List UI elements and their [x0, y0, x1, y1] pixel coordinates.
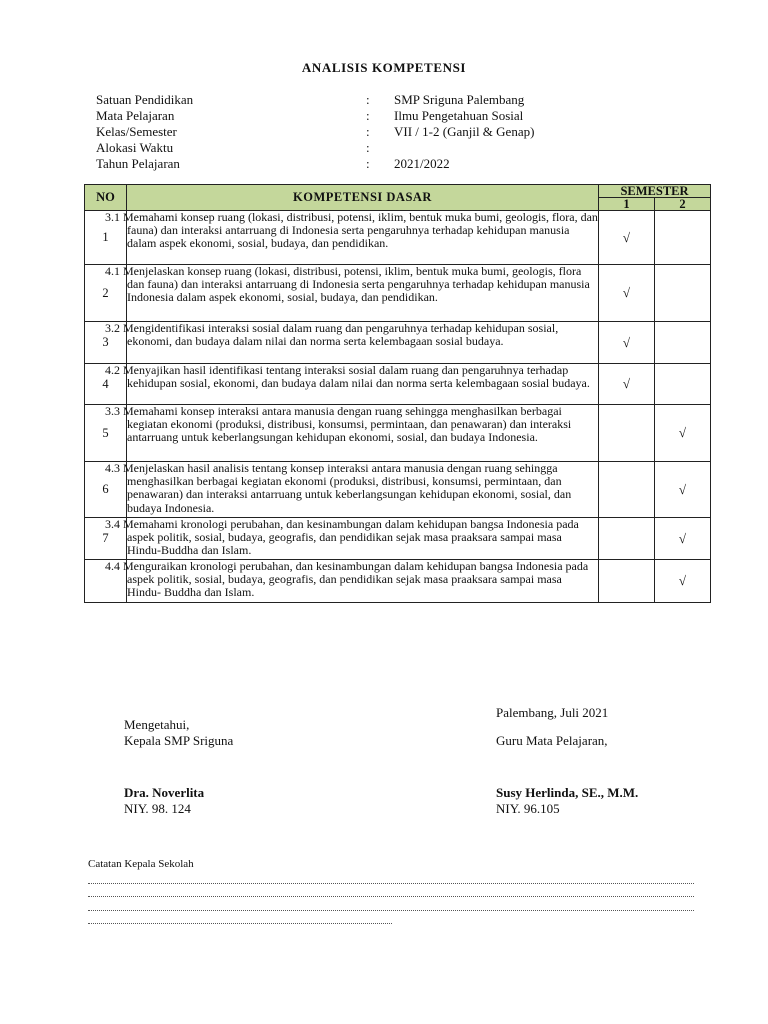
identity-block [96, 92, 696, 172]
info-value: Ilmu Pengetahuan Sosial [394, 108, 524, 123]
competency-text: 4.2 Menyajikan hasil identifikasi tentang interaksi sosial dalam ruang dan pengaruhnya terhadap kehidupan sosial, ekonomi, dan budaya dalam nilai dan norma serta kelembagaan sosial budaya. [127, 364, 599, 405]
table-row [85, 560, 711, 603]
header-semester-2: 2 [655, 198, 711, 211]
place-date: Palembang, Juli 2021 [496, 705, 609, 720]
semester-2-check [655, 364, 711, 405]
header-kompetensi-dasar: KOMPETENSI DASAR [127, 185, 599, 211]
notes-line [88, 910, 694, 911]
competency-text: 4.1 Menjelaskan konsep ruang (lokasi, distribusi, potensi, iklim, bentuk muka bumi, geologis, flora dan fauna) dan interaksi antarruang di Indonesia serta pengaruhnya terhadap kehidupan manusia Indonesia dalam aspek ekonomi, sosial, budaya, dan pendidikan. [127, 265, 599, 322]
info-colon: : [366, 108, 370, 123]
info-value: VII / 1-2 (Ganjil & Genap) [394, 124, 535, 139]
notes-line [88, 896, 694, 897]
header-no: NO [85, 185, 127, 211]
teacher-niy: NIY. 96.105 [496, 801, 560, 816]
semester-2-check: √ [655, 518, 711, 560]
info-row-mata-pelajaran [96, 108, 696, 124]
semester-1-check [599, 518, 655, 560]
table-row [85, 322, 711, 364]
acknowledged-label: Mengetahui, [124, 717, 190, 732]
notes-label: Catatan Kepala Sekolah [88, 858, 194, 870]
row-number: 4 [85, 364, 127, 405]
semester-2-check: √ [655, 560, 711, 603]
principal-name: Dra. Noverlita [124, 785, 205, 800]
info-row-alokasi-waktu [96, 140, 696, 156]
info-label: Satuan Pendidikan [96, 92, 194, 107]
info-label: Tahun Pelajaran [96, 156, 180, 171]
info-colon: : [366, 124, 370, 139]
competency-text: 3.1 Memahami konsep ruang (lokasi, distribusi, potensi, iklim, bentuk muka bumi, geologis, flora, dan fauna) dan interaksi antarruang di Indonesia serta pengaruhnya terhadap kehidupan manusia dalam aspek ekonomi, sosial, budaya, dan pendidikan. [127, 211, 599, 265]
semester-2-check [655, 265, 711, 322]
semester-1-check: √ [599, 265, 655, 322]
table-row [85, 265, 711, 322]
header-semester-1: 1 [599, 198, 655, 211]
principal-title: Kepala SMP Sriguna [124, 733, 234, 748]
competency-text: 3.3 Memahami konsep interaksi antara manusia dengan ruang sehingga menghasilkan berbagai kegiatan ekonomi (produksi, distribusi, konsumsi, permintaan, dan penawaran) dan interaksi antarruang untuk keberlangsungan kehidupan ekonomi, sosial, dan budaya Indonesia. [127, 405, 599, 462]
semester-2-check: √ [655, 405, 711, 462]
signature-left [124, 717, 233, 749]
table-row [85, 364, 711, 405]
semester-2-check: √ [655, 462, 711, 518]
info-label: Mata Pelajaran [96, 108, 175, 123]
info-value: 2021/2022 [394, 156, 450, 171]
semester-1-check [599, 560, 655, 603]
semester-2-check [655, 211, 711, 265]
info-colon: : [366, 92, 370, 107]
notes-line [88, 923, 392, 924]
semester-2-check [655, 322, 711, 364]
table-row [85, 462, 711, 518]
table-row [85, 405, 711, 462]
info-colon: : [366, 140, 370, 155]
principal-niy: NIY. 98. 124 [124, 801, 191, 816]
semester-1-check [599, 462, 655, 518]
header-semester: SEMESTER [599, 185, 711, 198]
semester-1-check: √ [599, 364, 655, 405]
notes-line [88, 883, 694, 884]
competency-text: 4.4 Menguraikan kronologi perubahan, dan kesinambungan dalam kehidupan bangsa Indonesia pada aspek politik, sosial, budaya, geografis, dan pendidikan sejak masa praaksara sampai masa Hindu- Buddha dan Islam. [127, 560, 599, 603]
document-title: ANALISIS KOMPETENSI [301, 60, 467, 75]
row-number: 1 [85, 211, 127, 265]
table-row [85, 211, 711, 265]
row-number: 3 [85, 322, 127, 364]
row-number: 2 [85, 265, 127, 322]
row-number: 5 [85, 405, 127, 462]
competency-table-body [85, 211, 711, 603]
semester-1-check: √ [599, 211, 655, 265]
info-row-tahun-pelajaran [96, 156, 696, 172]
competency-text: 3.4 Memahami kronologi perubahan, dan kesinambungan dalam kehidupan bangsa Indonesia pada aspek politik, sosial, budaya, geografis, dan pendidikan sejak masa praaksara sampai masa Hindu-Buddha dan Islam. [127, 518, 599, 560]
semester-1-check: √ [599, 322, 655, 364]
info-value: SMP Sriguna Palembang [394, 92, 525, 107]
info-row-satuan-pendidikan [96, 92, 696, 108]
info-label: Kelas/Semester [96, 124, 177, 139]
info-label: Alokasi Waktu [96, 140, 174, 155]
teacher-title: Guru Mata Pelajaran, [496, 733, 608, 748]
table-row [85, 518, 711, 560]
semester-1-check [599, 405, 655, 462]
info-colon: : [366, 156, 370, 171]
competency-table [84, 184, 711, 603]
row-number: 7 [85, 518, 127, 560]
teacher-name: Susy Herlinda, SE., M.M. [496, 785, 639, 800]
row-number: 6 [85, 462, 127, 518]
principal-notes [88, 858, 696, 924]
info-row-kelas-semester [96, 124, 696, 140]
competency-text: 3.2 Mengidentifikasi interaksi sosial dalam ruang dan pengaruhnya terhadap kehidupan sosial, ekonomi, dan budaya dalam nilai dan norma serta kelembagaan sosial budaya. [127, 322, 599, 364]
competency-text: 4.3 Menjelaskan hasil analisis tentang konsep interaksi antara manusia dengan ruang sehingga menghasilkan berbagai kegiatan ekonomi (produksi, distribusi, konsumsi, permintaan, dan penawaran) dan interaksi antarruang untuk keberlangsungan kehidupan ekonomi, sosial, dan budaya Indonesia. [127, 462, 599, 518]
